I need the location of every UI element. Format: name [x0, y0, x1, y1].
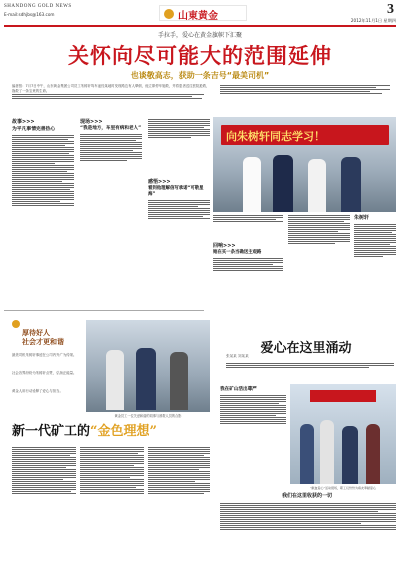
section-4: [213, 242, 283, 301]
lead-copy: 编者按：7月7日中午，山东黄金集团公司员工朱树轩驾车途经某地时发现路边有人晕倒，他立即停车施救，并将患者送往医院抢救，挽救了一条宝贵的生命。: [12, 84, 210, 93]
person-2: [273, 155, 293, 212]
section-label: 回响>>>: [213, 243, 236, 249]
sidebar-photo: [86, 320, 210, 412]
love-banner: [310, 390, 376, 402]
sidebar-editorial: [12, 320, 82, 350]
masthead: [4, 3, 396, 25]
feature-photo: [213, 117, 396, 212]
person-1: [243, 157, 261, 212]
love-headline: 爱心在这里涌动: [260, 341, 352, 356]
person-4: [341, 157, 361, 212]
contact-email: E-mail:sdhjbs@163.com: [4, 12, 55, 17]
col-3-top: [148, 118, 210, 176]
miner-headline: [12, 420, 212, 442]
miner-sub-text: [220, 394, 286, 486]
section-divider: [4, 310, 204, 311]
col-5: [288, 214, 350, 306]
date-line: 2012年11月1日 星期四: [350, 18, 396, 23]
small-article: [220, 502, 396, 580]
masthead-rule: [4, 25, 396, 27]
kicker: 手拉手，爱心在黄金旗帜下汇聚: [157, 32, 242, 39]
commentary-box: [354, 214, 396, 334]
section-title: 看到他理解信写承诺“可敬星海”: [148, 186, 204, 197]
miner-subtitle: 我在矿山活出尊严: [220, 387, 257, 392]
subhead: 也谈敬高志，获助一条吉号“最美司机”: [130, 71, 270, 80]
bullet-2: 社会各界纷纷为朱树轩点赞，弘扬正能量。: [12, 371, 77, 375]
person-3: [308, 159, 326, 212]
lead-text-right: [220, 84, 390, 114]
small-title: 我们在这里收获的一切: [281, 493, 332, 499]
love-byline: 张某某 刘某某: [226, 354, 249, 358]
miner-headline-highlight: “金色理想”: [90, 424, 157, 439]
bullet-1: 最美司机朱树轩事迹在公司内外广为传颂。: [12, 353, 77, 357]
miner-col-3: [148, 446, 210, 580]
section-logo: [159, 5, 247, 21]
sidebar-bullets: [12, 353, 82, 413]
love-photo-caption: “献血爱心”活动现场，职工们纷纷为病友奉献爱心: [309, 486, 377, 490]
section-1: [12, 118, 74, 334]
section-2: [80, 118, 142, 213]
commentary-title: 朱树轩: [354, 215, 370, 221]
bullet-3: 黄金人用行动诠释了爱心与担当。: [12, 389, 63, 393]
miner-headline-pre: 新一代矿工的: [12, 424, 91, 439]
section-title: 她在买一条当确送主观路: [213, 250, 262, 255]
lead-text: [12, 84, 212, 114]
section-name: 山東黄金: [178, 11, 218, 22]
photo-banner: [221, 125, 389, 145]
headline: 关怀向尽可能大的范围延伸: [68, 43, 332, 68]
section-label: 现场>>>: [80, 119, 103, 125]
sidebar-photo-caption: 黄金员工一位关爱和谐的同事与被救人员的合影: [114, 414, 182, 418]
page-number: 3: [387, 2, 394, 17]
sun-icon: [164, 9, 174, 19]
miner-col-2: [80, 446, 144, 580]
sidebar-title: 厚待好人 社会才更和谐: [22, 328, 64, 346]
banner-text: 向朱树轩同志学习！: [226, 130, 325, 143]
section-label: 故事>>>: [12, 119, 35, 125]
miner-col-1: [12, 446, 76, 580]
section-title: “我是地方，车里有病和老人”: [80, 126, 142, 131]
flower-icon: [12, 320, 20, 328]
love-photo: [290, 384, 396, 484]
section-title: 为平凡事情完善热心: [12, 127, 56, 132]
section-3: [148, 178, 210, 259]
love-intro: [226, 362, 394, 382]
col-4-top: [213, 214, 283, 240]
section-label: 感悟>>>: [148, 179, 171, 185]
paper-name-en: SHANDONG GOLD NEWS: [4, 4, 72, 9]
